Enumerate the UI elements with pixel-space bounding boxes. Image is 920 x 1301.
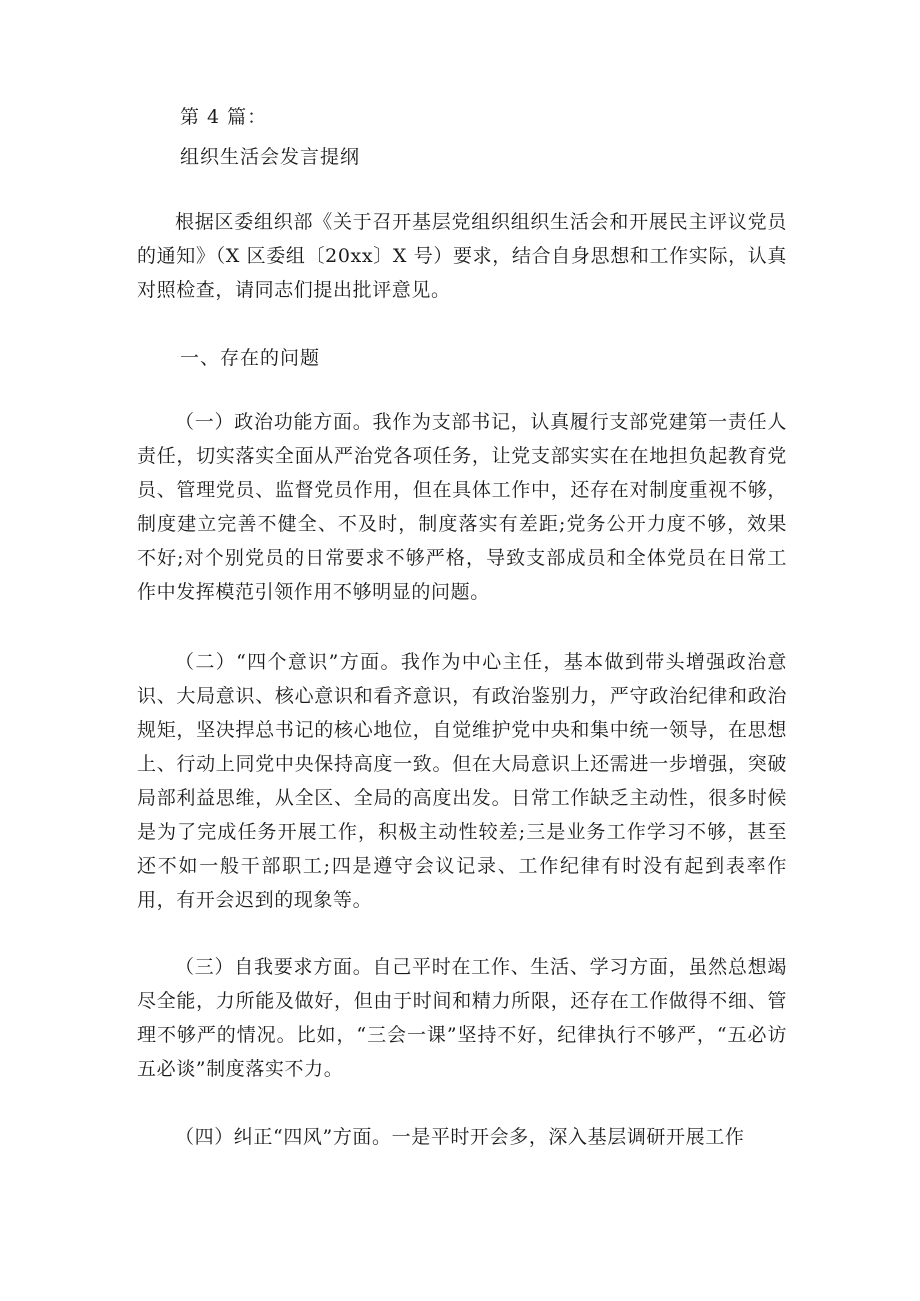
paragraph-four-consciousness: （二）“四个意识”方面。我作为中心主任，基本做到带头增强政治意识、大局意识、核心意识和看齐意识，有政治鉴别力，严守政治纪律和政治规矩，坚决捍总书记的核心地位，自觉维护党中央和集中统一领导，在思想上、行动上同党中央保持高度一致。但在大局意识上还需进一步增强，突破局部利益思维，从全区、全局的高度出发。日常工作缺乏主动性，很多时候是为了完成任务开展工作，积极主动性较差;三是业务工作学习不够，甚至还不如一般干部职工;四是遵守会议记录、工作纪律有时没有起到表率作用，有开会迟到的现象等。 [137, 651, 787, 911]
part-label: 第 4 篇： [180, 106, 268, 128]
intro-paragraph: 根据区委组织部《关于召开基层党组织组织生活会和开展民主评议党员的通知》（X 区委组〔20xx〕X 号）要求，结合自身思想和工作实际，认真对照检查，请同志们提出批评意见。 [137, 211, 787, 301]
paragraph-self-requirements: （三）自我要求方面。自己平时在工作、生活、学习方面，虽然总想竭尽全能，力所能及做好，但由于时间和精力所限，还存在工作做得不细、管理不够严的情况。比如，“三会一课”坚持不好，纪律执行不够严，“五必访五必谈”制度落实不力。 [137, 956, 787, 1080]
paragraph-political-function: （一）政治功能方面。我作为支部书记，认真履行支部党建第一责任人责任，切实落实全面从严治党各项任务，让党支部实实在在地担负起教育党员、管理党员、监督党员作用，但在具体工作中，还存在对制度重视不够，制度建立完善不健全、不及时，制度落实有差距;党务公开力度不够，效果不好;对个别党员的日常要求不够严格，导致支部成员和全体党员在日常工作中发挥模范引领作用不够明显的问题。 [137, 411, 787, 603]
paragraph-four-winds: （四）纠正“四风”方面。一是平时开会多，深入基层调研开展工作 [175, 1126, 745, 1148]
document-title: 组织生活会发言提纲 [180, 146, 361, 168]
section-heading-problems: 一、存在的问题 [180, 347, 321, 369]
